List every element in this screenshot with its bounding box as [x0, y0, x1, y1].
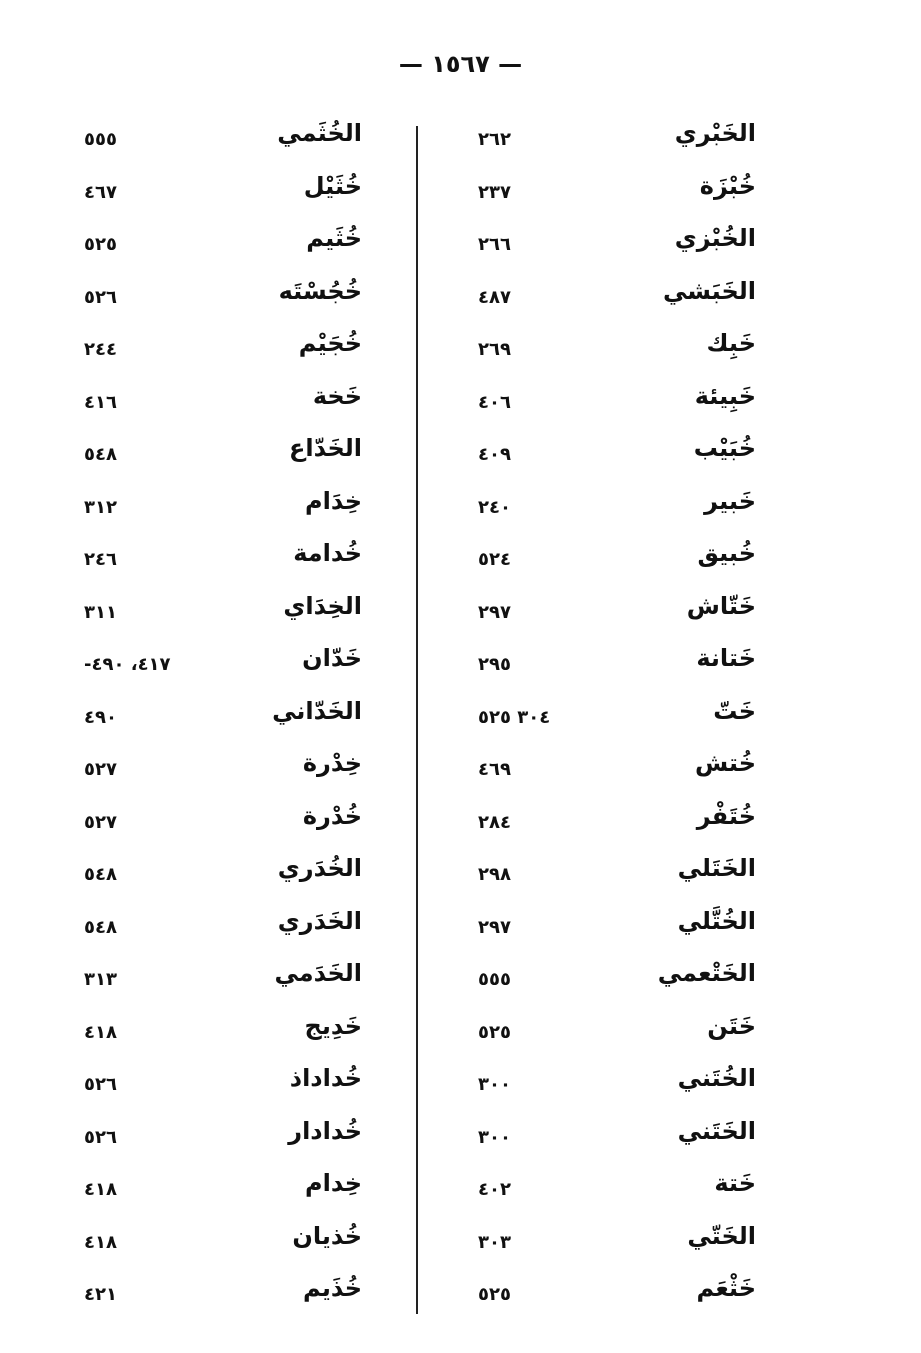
entry-word: الخِدَاي [283, 591, 362, 620]
index-entry [80, 1113, 410, 1166]
entry-page-number: ٥٢٥ [478, 1021, 511, 1043]
index-entry [80, 850, 410, 903]
index-entry [430, 588, 780, 641]
entry-word: خَتّاش [686, 591, 756, 620]
index-entry [430, 693, 780, 746]
entry-page-number: ٣٠٠ [478, 1126, 511, 1148]
entry-word: خِدْرة [302, 749, 362, 777]
index-entry [80, 430, 410, 483]
entry-word: الخُتَني [677, 1064, 756, 1092]
entry-page-number: ٤١٨ [84, 1231, 117, 1253]
entry-word: خُتش [694, 749, 756, 777]
entry-page-number: ٥٢٥ [84, 234, 117, 255]
entry-page-number: ٣٠٣ [478, 1231, 511, 1253]
entry-word: خُتَفْر [696, 801, 756, 830]
entry-word: خُبَيْب [693, 434, 756, 462]
index-entry [80, 535, 410, 588]
entry-word: خَثْعَم [696, 1274, 756, 1302]
column-divider [416, 126, 418, 1314]
entry-page-number: ٥٢٦ [84, 286, 117, 308]
entry-page-number: ٤٦٧ [84, 181, 117, 203]
index-entry [80, 1218, 410, 1271]
index-entry [80, 273, 410, 326]
entry-page-number: ٥٢٥ [478, 1284, 511, 1305]
entry-page-number: ٤٠٦ [478, 391, 511, 413]
entry-page-number: ٥٥٥ [478, 969, 511, 990]
entry-word: خِدَام [305, 486, 362, 515]
entry-page-number: ٢٩٥ [478, 654, 511, 675]
entry-word: خَخة [312, 381, 362, 410]
index-entry [80, 325, 410, 378]
entry-page-number: ٣٠٠ [478, 1074, 511, 1095]
entry-page-number: ٣١٢ [84, 496, 117, 518]
entry-page-number: ٥٢٦ [84, 1074, 117, 1095]
index-entry [80, 640, 410, 693]
entry-word: خَتة [714, 1169, 756, 1197]
index-entry [80, 1165, 410, 1218]
entry-word: الخُدَري [277, 854, 362, 882]
index-entry [430, 798, 780, 851]
entry-page-number: ٢٦٩ [478, 339, 511, 360]
entry-page-number: ٤٢١ [84, 1284, 117, 1305]
entry-page-number: ٥٢٧ [84, 811, 117, 833]
entry-word: خَدّان [302, 644, 362, 672]
index-entry [80, 115, 410, 168]
index-entry [430, 430, 780, 483]
index-entry [430, 220, 780, 273]
index-entry [80, 1270, 410, 1323]
entry-word: خُبْزَة [699, 171, 756, 200]
entry-word: خُدْرة [302, 801, 362, 830]
entry-word: الخَتْعمي [657, 959, 756, 987]
entry-page-number: ٤١٨ [84, 1179, 117, 1200]
entry-page-number: ٤٦٩ [478, 759, 511, 780]
entry-page-number: ٤٨٧ [478, 286, 511, 308]
entry-page-number: ٣١١ [84, 601, 117, 623]
entry-word: خَتّ [713, 696, 756, 725]
entry-word: خَدِيج [304, 1011, 362, 1040]
entry-word: خُجَيْم [298, 329, 362, 357]
entry-page-number: ٤٠٩ [478, 444, 511, 465]
entry-page-number: ٥٤٨ [84, 916, 117, 938]
index-entry [430, 640, 780, 693]
entry-page-number: ٢٦٦ [478, 234, 511, 255]
index-entry [80, 798, 410, 851]
entry-word: خَبِك [706, 329, 756, 357]
entry-page-number: ٤١٧، ٤٩٠- [84, 654, 171, 675]
entry-page-number: ٢٩٨ [478, 864, 511, 885]
entry-page-number: ٤٩٠ [84, 706, 117, 728]
entry-word: الخَدَمي [274, 959, 362, 987]
index-entry [80, 378, 410, 431]
entry-word: خُجُسْتَه [278, 276, 362, 305]
index-entry [80, 168, 410, 221]
entry-page-number: ٥٥٥ [84, 129, 117, 150]
entry-page-number: ٥٢٤ [478, 549, 511, 570]
entry-page-number: ٤١٨ [84, 1021, 117, 1043]
entry-page-number: ٢٦٢ [478, 129, 511, 150]
index-entry [80, 483, 410, 536]
entry-word: خُداداذ [289, 1064, 362, 1092]
index-entry [430, 325, 780, 378]
entry-page-number: ٣١٣ [84, 969, 117, 990]
index-entry [430, 535, 780, 588]
entry-word: الخَبْري [674, 119, 756, 147]
index-entry [80, 745, 410, 798]
entry-word: خُدامة [293, 539, 362, 567]
index-entry [80, 1060, 410, 1113]
entry-page-number: ٣٠٤ ٥٢٥ [478, 706, 551, 728]
entry-page-number: ٢٤٤ [84, 339, 117, 360]
entry-word: الخَتَلي [677, 854, 756, 882]
index-entry [430, 850, 780, 903]
index-entry [80, 903, 410, 956]
entry-page-number: ٢٤٦ [84, 549, 117, 570]
index-entry [430, 1113, 780, 1166]
entry-page-number: ٥٤٨ [84, 864, 117, 885]
index-entry [430, 1165, 780, 1218]
entry-word: خُذيان [292, 1221, 362, 1250]
entry-word: خُثَيم [306, 224, 362, 252]
entry-page-number: ٥٢٦ [84, 1126, 117, 1148]
index-entry [80, 588, 410, 641]
index-entry [430, 903, 780, 956]
entry-page-number: ٢٩٧ [478, 916, 511, 938]
entry-word: الخُثَمي [277, 119, 362, 147]
entry-word: الخَتَني [677, 1116, 756, 1145]
entry-word: الخَدّاني [272, 696, 362, 725]
index-entry [430, 378, 780, 431]
index-entry [430, 745, 780, 798]
entry-word: خُبيق [697, 539, 756, 567]
entry-page-number: ٥٢٧ [84, 759, 117, 780]
entry-word: خُدادار [288, 1116, 362, 1145]
index-entry [430, 273, 780, 326]
entry-page-number: ٤١٦ [84, 391, 117, 413]
entry-word: خَبير [704, 486, 756, 515]
index-entry [430, 115, 780, 168]
index-entry [80, 955, 410, 1008]
entry-page-number: ٥٤٨ [84, 444, 117, 465]
entry-word: خُثَيْل [303, 171, 362, 200]
index-entry [80, 693, 410, 746]
entry-word: الخُبْزي [674, 224, 756, 252]
entry-word: الخَبَشي [662, 276, 756, 305]
index-entry [80, 220, 410, 273]
entry-page-number: ٢٣٧ [478, 181, 511, 203]
entry-word: خِدام [305, 1169, 362, 1197]
entry-word: خُذَيم [303, 1274, 362, 1302]
entry-page-number: ٢٨٤ [478, 811, 511, 833]
index-entry [430, 1218, 780, 1271]
entry-word: خَتانة [696, 644, 756, 672]
entry-page-number: ٢٤٠ [478, 496, 511, 518]
left-column [80, 115, 410, 1323]
entry-word: خَبِيئة [694, 381, 756, 410]
index-entry [80, 1008, 410, 1061]
entry-page-number: ٢٩٧ [478, 601, 511, 623]
index-entry [430, 1270, 780, 1323]
entry-page-number: ٤٠٢ [478, 1179, 511, 1200]
index-entry [430, 483, 780, 536]
entry-word: الخُتَّلي [677, 906, 756, 935]
entry-word: خَتَن [707, 1011, 756, 1040]
page-number: — ١٥٦٧ — [398, 50, 523, 78]
index-entry [430, 1060, 780, 1113]
index-entry [430, 168, 780, 221]
entry-word: الخَدّاع [288, 434, 362, 462]
entry-word: الخَتّي [687, 1221, 756, 1250]
right-column [430, 115, 780, 1323]
entry-word: الخَدَري [277, 906, 362, 935]
index-entry [430, 1008, 780, 1061]
index-entry [430, 955, 780, 1008]
